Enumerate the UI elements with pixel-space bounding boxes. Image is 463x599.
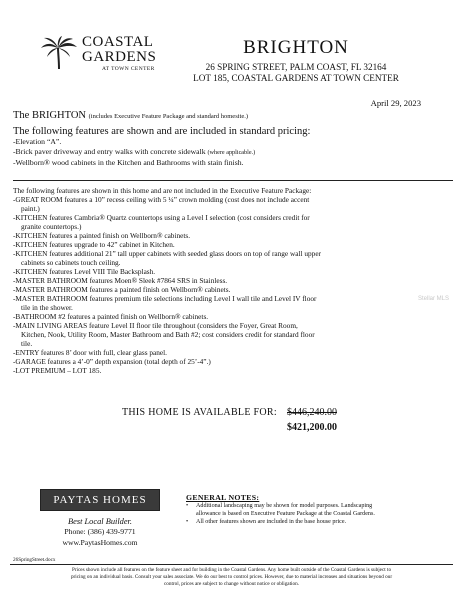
disclaimer-line: control, prices are subject to change without notice or obligation.: [164, 580, 299, 587]
feature-item: [13, 357, 453, 366]
model-name: The BRIGHTON: [13, 110, 87, 121]
feature-item-text: -KITCHEN features additional 21” tall upper cabinets with seeded glass doors on top of range wall upper: [13, 249, 322, 258]
standard-item-note: (where applicable.): [207, 149, 256, 156]
feature-item: [13, 312, 453, 321]
feature-item: [13, 231, 453, 240]
standard-features-section: [13, 110, 453, 168]
feature-item-text: -LOT PREMIUM – LOT 185.: [13, 366, 102, 375]
bullet-icon: •: [186, 503, 189, 509]
feature-item-text: -KITCHEN features a painted finish on Wellborn® cabinets.: [13, 231, 191, 240]
builder-logo-badge: PAYTAS HOMES: [40, 489, 160, 511]
feature-item: [13, 366, 453, 375]
feature-item-text: -KITCHEN features Cambria® Quartz countertops using a Level I selection (cost considers credit for: [13, 213, 310, 222]
features-intro: The following features are shown in this home and are not included in the Executive Feature Package:: [13, 186, 312, 195]
logo-text-town-center: AT TOWN CENTER: [102, 66, 155, 72]
feature-item: [13, 276, 453, 285]
feature-item-text: -MAIN LIVING AREAS feature Level II floor tile throughout (considers the Foyer, Great Room,: [13, 321, 298, 330]
standard-item: [13, 147, 453, 158]
pricing-disclaimer: [10, 564, 453, 587]
document-date: April 29, 2023: [370, 98, 421, 108]
feature-item-text: -MASTER BATHROOM features Moen® Sleek #7864 SRS in Stainless.: [13, 276, 228, 285]
note-item: [186, 518, 456, 526]
feature-item-text: -KITCHEN features upgrade to 42” cabinet in Kitchen.: [13, 240, 175, 249]
standard-item-text: -Elevation “A”.: [13, 137, 62, 146]
feature-item: [13, 240, 453, 249]
standard-item: [13, 158, 453, 168]
feature-item-continuation: tile.: [21, 339, 33, 348]
standard-item: [13, 137, 453, 147]
property-address: 26 SPRING STREET, PALM COAST, FL 32164: [205, 62, 387, 72]
feature-item: [13, 195, 453, 213]
feature-item-text: -GREAT ROOM features a 10” recess ceiling with 5 ¼” crown molding (cost does not include accent: [13, 195, 310, 204]
feature-item: [13, 249, 453, 267]
feature-item-continuation: cabinets so cabinets touch ceiling.: [21, 258, 121, 267]
feature-item-text: -BATHROOM #2 features a painted finish on Wellborn® cabinets.: [13, 312, 209, 321]
availability-label: THIS HOME IS AVAILABLE FOR:: [122, 407, 277, 418]
feature-item-continuation: Kitchen, Nook, Utility Room, Master Bathroom and Bath #2; cost considers credit for standard floor: [21, 330, 315, 339]
feature-list: [13, 195, 453, 375]
disclaimer-line: Prices shown include all features on the feature sheet and for building in the Coastal Gardens. Any home built outside of the Coastal Gardens is subject to: [71, 567, 392, 573]
feature-item-text: -MASTER BATHROOM features a painted finish on Wellborn® cabinets.: [13, 285, 231, 294]
feature-item: [13, 285, 453, 294]
general-notes: [186, 493, 456, 526]
builder-tagline: Best Local Builder.: [68, 517, 132, 526]
logo-text-gardens: GARDENS: [82, 49, 157, 65]
disclaimer-line: pricing on an individual basis. Consult your sales associate. We do our best to control prices. However, due to material increases and situations beyond our: [70, 573, 393, 580]
feature-item-text: -GARAGE features a 4’-0” depth expansion (total depth of 25’-4”.): [13, 357, 211, 366]
builder-website: www.PaytasHomes.com: [62, 538, 138, 547]
original-price: $446,240.00: [287, 407, 337, 418]
feature-item-continuation: tile in the shower.: [21, 303, 73, 312]
note-text: All other features shown are included in the base house price.: [196, 519, 347, 525]
builder-phone: Phone: (386) 439-9771: [64, 527, 136, 536]
feature-item: [13, 321, 453, 348]
mls-watermark: Stellar MLS: [417, 296, 449, 302]
model-note: (includes Executive Feature Package and standard homesite.): [88, 113, 249, 120]
note-item: [186, 502, 456, 518]
standard-heading: The following features are shown and are included in standard pricing:: [13, 126, 311, 137]
sale-price: $421,200.00: [287, 422, 337, 433]
notes-list: [186, 502, 456, 526]
feature-item: [13, 267, 453, 276]
palm-tree-icon: [40, 36, 78, 70]
feature-item-continuation: paint.): [21, 204, 40, 213]
property-lot: LOT 185, COASTAL GARDENS AT TOWN CENTER: [193, 73, 399, 83]
note-continuation: allowance is based on Executive Feature Package at the Coastal Gardens.: [196, 511, 375, 517]
feature-item-text: -ENTRY features 8’ door with full, clear glass panel.: [13, 348, 167, 357]
feature-item-continuation: granite countertops.): [21, 222, 82, 231]
feature-item-text: -KITCHEN features Level VIII Tile Backsplash.: [13, 267, 156, 276]
note-text: Additional landscaping may be shown for model purposes. Landscaping: [196, 503, 373, 509]
model-title: BRIGHTON: [243, 37, 349, 58]
upgrade-features-section: [13, 186, 453, 375]
logo-text-coastal: COASTAL: [82, 34, 154, 50]
standard-item-text: -Brick paver driveway and entry walks with concrete sidewalk: [13, 147, 206, 156]
feature-item: [13, 213, 453, 231]
model-heading: [13, 110, 453, 121]
section-divider: [13, 180, 453, 181]
standard-item-text: -Wellborn® wood cabinets in the Kitchen and Bathrooms with stain finish.: [13, 158, 244, 167]
notes-title: GENERAL NOTES:: [186, 493, 260, 502]
coastal-gardens-logo: [40, 34, 170, 74]
property-header: [171, 37, 421, 84]
builder-block: [40, 489, 160, 548]
feature-item: [13, 348, 453, 357]
document-filename: 26SpringStreet.docx: [13, 557, 56, 563]
feature-item-text: -MASTER BATHROOM features premium tile selections including Level I wall tile and Level IV floor: [13, 294, 317, 303]
feature-item: [13, 294, 453, 312]
bullet-icon: •: [186, 519, 189, 525]
